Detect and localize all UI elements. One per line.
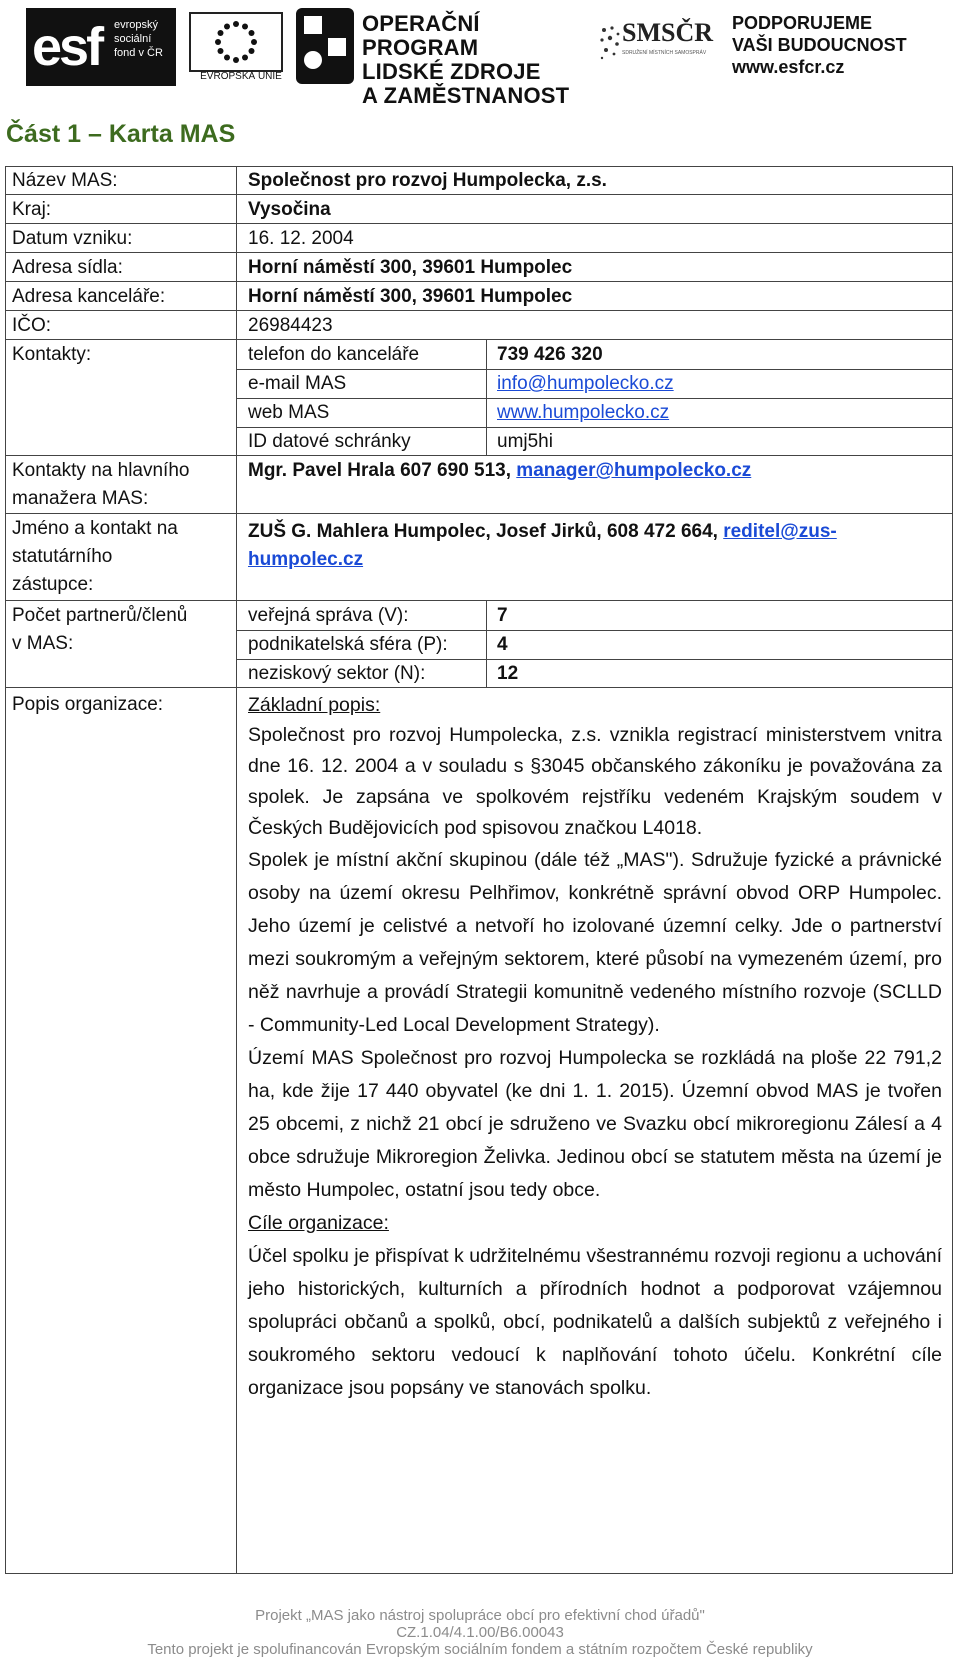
esf-text <box>114 18 174 60</box>
footer <box>0 1607 960 1658</box>
manazer-email-link[interactable]: manager@humpolecko.cz <box>516 460 752 481</box>
eu-logo <box>181 8 301 86</box>
kontakt-email-label: e-mail MAS <box>248 373 347 394</box>
support-text <box>732 12 907 78</box>
support-line: PODPORUJEME <box>732 13 873 33</box>
partneri-neziskovy-value: 12 <box>497 663 519 684</box>
statutar-value <box>248 518 837 574</box>
manazer-value <box>248 457 751 485</box>
popis-paragraph: Společnost pro rozvoj Humpolecka, z.s. vznikla registrací ministerstvem vnitra dne 16. 12. 2004 a v souladu s §3045 občanského zákoníku je považována za spolek. Je zapsána ve spolkovém rejstříku vedeném Krajským soudem v Českých Budějovicích pod spisovou značkou L4018. <box>248 724 942 839</box>
support-url: www.esfcr.cz <box>732 57 845 77</box>
kontakt-datovka-value: umj5hi <box>497 431 553 452</box>
partneri-label-line: v MAS: <box>12 633 74 654</box>
kancelar-value: Horní náměstí 300, 39601 Humpolec <box>248 286 573 307</box>
kontakt-datovka-label: ID datové schránky <box>248 431 411 452</box>
eu-flag-icon <box>189 12 283 72</box>
popis-text <box>248 690 942 1405</box>
datum-value: 16. 12. 2004 <box>248 228 354 249</box>
kraj-value: Vysočina <box>248 199 331 220</box>
esf-text-line: fond v ČR <box>114 47 163 59</box>
popis-paragraph: Spolek je místní akční skupinou (dále též „MAS"). Sdružuje fyzické a právnické osoby na území okresu Pelhřimov, konkrétně správní obvod ORP Humpolec. Jeho území je celistvé a netvoří ho izolované územní celky. Jde o partnerství mezi soukromým a veřejným sektorem, které působí na vymezeném území, pro něž navrhuje a provádí Strategii komunitně vedeného místního rozvoje (SCLLD - Community-Led Local Development Strategy). <box>248 849 942 1036</box>
support-line: VAŠI BUDOUCNOST <box>732 35 907 55</box>
op-lzz-logo <box>296 6 596 108</box>
kontakt-web-label: web MAS <box>248 402 330 423</box>
manazer-label-line: manažera MAS: <box>12 488 149 509</box>
manazer-name-phone: Mgr. Pavel Hrala 607 690 513, <box>248 460 517 481</box>
partneri-podnikatelska-value: 4 <box>497 634 508 655</box>
manazer-label-line: Kontakty na hlavního <box>12 460 190 481</box>
op-text <box>362 12 596 108</box>
partneri-label-line: Počet partnerů/členů <box>12 605 188 626</box>
esf-mark: esf <box>32 17 102 77</box>
smscr-logo <box>598 14 728 84</box>
section-title: Část 1 – Karta MAS <box>6 120 236 148</box>
partneri-inner-divider <box>486 601 487 688</box>
nazev-label: Název MAS: <box>12 170 118 191</box>
puzzle-icon <box>296 8 354 84</box>
op-text-line: LIDSKÉ ZDROJE <box>362 59 541 84</box>
zakladni-popis-heading: Základní popis: <box>248 694 381 716</box>
statutar-label-line: zástupce: <box>12 574 94 595</box>
statutar-label-line: Jméno a kontakt na <box>12 518 178 539</box>
dots-icon <box>598 24 622 64</box>
smscr-subtitle: SDRUŽENÍ MÍSTNÍCH SAMOSPRÁV <box>622 50 707 56</box>
datum-label: Datum vzniku: <box>12 228 133 249</box>
op-text-line: A ZAMĚSTNANOST <box>362 83 570 108</box>
footer-funding: Tento projekt je spolufinancován Evropským sociálním fondem a státním rozpočtem České republiky <box>147 1641 813 1658</box>
partneri-verejna-label: veřejná správa (V): <box>248 605 409 626</box>
op-text-line: OPERAČNÍ PROGRAM <box>362 11 480 60</box>
statutar-email-link[interactable]: reditel@zus- <box>723 521 837 542</box>
esf-logo <box>26 8 176 86</box>
statutar-label <box>12 515 178 599</box>
kontakty-inner-divider <box>486 340 487 456</box>
statutar-name-phone: ZUŠ G. Mahlera Humpolec, Josef Jirků, 608 472 664, <box>248 521 724 542</box>
statutar-label-line: statutárního <box>12 546 113 567</box>
partneri-neziskovy-label: neziskový sektor (N): <box>248 663 426 684</box>
footer-project: Projekt „MAS jako nástroj spolupráce obcí pro efektivní chod úřadů" <box>255 1607 705 1624</box>
partneri-verejna-value: 7 <box>497 605 508 626</box>
partneri-label <box>12 602 187 658</box>
footer-code: CZ.1.04/4.1.00/B6.00043 <box>396 1624 564 1641</box>
header-logos <box>26 6 932 108</box>
esf-text-line: evropský <box>114 19 159 31</box>
kontakty-label: Kontakty: <box>12 344 92 365</box>
nazev-value: Společnost pro rozvoj Humpolecka, z.s. <box>248 170 607 191</box>
manazer-label <box>12 457 189 513</box>
smscr-text: SMSČR <box>622 18 714 47</box>
kraj-label: Kraj: <box>12 199 52 220</box>
ico-value: 26984423 <box>248 315 333 336</box>
eu-text: EVROPSKÁ UNIE <box>200 71 282 82</box>
popis-paragraph: Území MAS Společnost pro rozvoj Humpolecka se rozkládá na ploše 22 791,2 ha, kde žije 17 440 obyvatel (ke dni 1. 1. 2015). Územní obvod MAS je tvořen 25 obcemi, z nichž 21 obcí je sdruženo ve Svazku obcí mikroregionu Zálesí a 4 obce sdružuje Mikroregion Želivka. Jedinou obcí se statutem města na území je město Humpolec, ostatní jsou tedy obce. <box>248 1047 942 1201</box>
kontakt-telefon-label: telefon do kanceláře <box>248 344 420 365</box>
kancelar-label: Adresa kanceláře: <box>12 286 166 307</box>
kontakt-telefon-value: 739 426 320 <box>497 344 603 365</box>
sidlo-label: Adresa sídla: <box>12 257 123 278</box>
kontakt-email-link[interactable]: info@humpolecko.cz <box>497 373 674 394</box>
sidlo-value: Horní náměstí 300, 39601 Humpolec <box>248 257 573 278</box>
cile-paragraph: Účel spolku je přispívat k udržitelnému všestrannému rozvoji regionu a uchování jeho historických, kulturních a přírodních hodnot a podporovat vzájemnou spolupráci občanů a spolků, obcí, podnikatelů a dalších subjektů z veřejného i soukromého sektoru vedoucí k naplňování tohoto účelu. Konkrétní cíle organizace jsou popsány ve stanovách spolku. <box>248 1245 942 1399</box>
partneri-podnikatelska-label: podnikatelská sféra (P): <box>248 634 448 655</box>
statutar-email-link-cont[interactable]: humpolec.cz <box>248 549 364 570</box>
ico-label: IČO: <box>12 315 52 336</box>
popis-label: Popis organizace: <box>12 694 164 715</box>
cile-heading: Cíle organizace: <box>248 1212 389 1234</box>
esf-text-line: sociální <box>114 33 152 45</box>
kontakt-web-link[interactable]: www.humpolecko.cz <box>497 402 670 423</box>
